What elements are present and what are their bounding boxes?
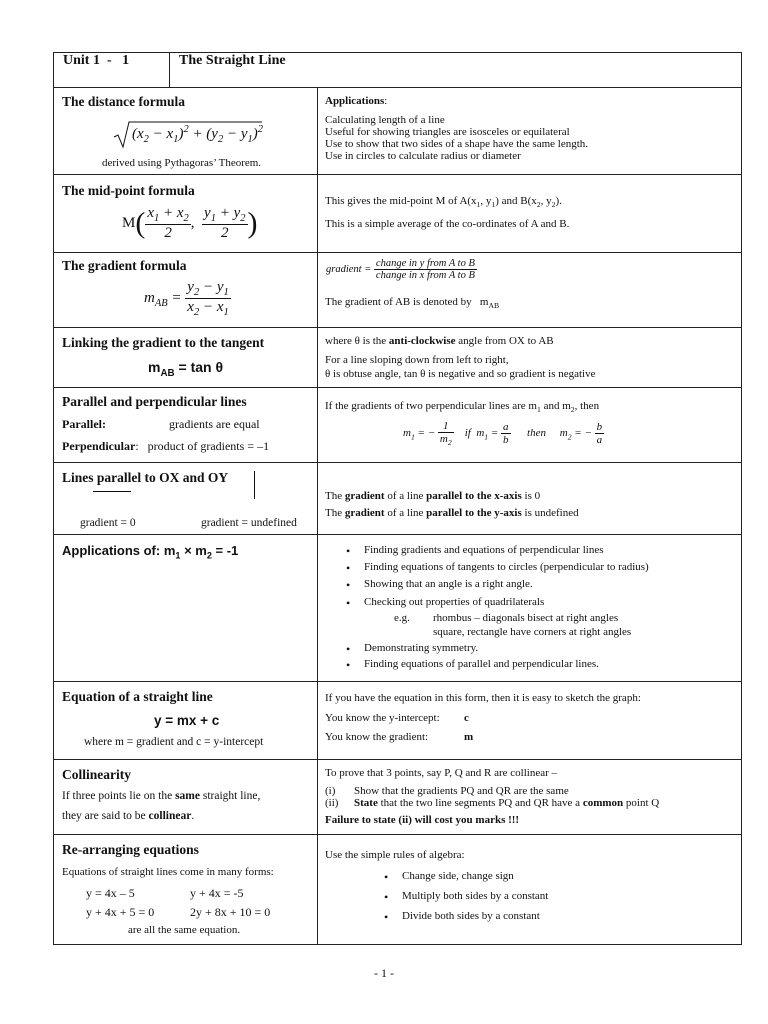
collinear-r2: Show that the gradients PQ and QR are the same — [354, 785, 569, 797]
equation-gradient-value: m — [464, 731, 474, 743]
equation-left — [54, 682, 318, 760]
title-cell — [170, 53, 742, 88]
collinear-l2: they are said to be collinear. — [62, 810, 195, 822]
midpoint-heading: The mid-point formula — [62, 183, 195, 198]
collinear-r3-num: (ii) — [325, 797, 339, 809]
equation-intercept: You know the y-intercept: — [325, 712, 440, 724]
distance-right: Applications: Calculating length of a line Useful for showing triangles are isosceles or equilateral Use to show that two sides of a shape have the same length. Use in circles to calculate radius or diameter — [318, 88, 742, 175]
row-gradient — [54, 253, 742, 328]
eg-square: square, rectangle have corners at right angles — [433, 626, 632, 638]
collinear-warning: Failure to state (ii) will cost you marks !!! — [325, 814, 520, 826]
rearrange-left — [54, 835, 318, 945]
equation-sketch: If you have the equation in this form, then it is easy to sketch the graph: — [325, 692, 641, 704]
equation-right — [318, 682, 742, 760]
equation-formula: y = mx + c — [154, 713, 220, 728]
header-row — [54, 53, 742, 88]
list-item: • Finding equations of parallel and perpendicular lines. — [364, 658, 599, 670]
applications-left — [54, 535, 318, 682]
list-item: • Divide both sides by a constant — [402, 910, 540, 922]
parallel-label: Parallel: — [62, 417, 106, 431]
collinear-r3: State that the two line segments PQ and QR have a common point Q — [354, 797, 660, 809]
distance-left: The distance formula $(x_2 - x_1)^2 + (y_2 - y_1)^2$ derived using Pythagoras’ Theorem. — [54, 88, 318, 175]
midpoint-average: This is a simple average of the co-ordinates of A and B. — [325, 218, 570, 230]
axes-heading: Lines parallel to OX and OY — [62, 470, 229, 485]
tangent-line1: where θ is the anti-clockwise angle from OX to AB — [325, 335, 554, 347]
gradient-right — [318, 253, 742, 328]
collinear-left — [54, 760, 318, 835]
rearrange-rules-intro: Use the simple rules of algebra: — [325, 849, 465, 861]
row-collinearity — [54, 760, 742, 835]
gradient-heading: The gradient formula — [62, 258, 187, 273]
page-title: The Straight Line — [179, 53, 286, 68]
equation-form-3: y + 4x + 5 = 0 — [86, 905, 155, 919]
application-item: Use in circles to calculate radius or diameter — [325, 150, 521, 162]
midpoint-right — [318, 175, 742, 253]
row-applications — [54, 535, 742, 682]
unit-label: Unit 1 - 1 — [63, 53, 130, 68]
parallel-right — [318, 388, 742, 463]
collinear-right — [318, 760, 742, 835]
perp-intro: If the gradients of two perpendicular lines are $m_1$ and $m_2$, then — [325, 400, 600, 415]
distance-heading: The distance formula — [62, 94, 185, 109]
list-item: • Change side, change sign — [402, 870, 514, 882]
axes-x-text: The gradient of a line parallel to the x-axis is 0 — [325, 490, 541, 502]
applications-label: Applications — [325, 95, 385, 107]
midpoint-formula: M( $\frac{x_1 + x_2}{2}$ , $\frac{y_1 + y_2}{2}$ ) — [122, 205, 258, 241]
row-axes — [54, 463, 742, 535]
rearrange-same: are all the same equation. — [128, 924, 241, 936]
parallel-left — [54, 388, 318, 463]
unit-cell — [54, 53, 170, 88]
parallel-text: gradients are equal — [169, 417, 260, 431]
equation-form-4: 2y + 8x + 10 = 0 — [190, 905, 271, 919]
tangent-left — [54, 328, 318, 388]
equation-where: where m = gradient and c = y-intercept — [84, 736, 264, 748]
application-item: Use to show that two sides of a shape have the same length. — [325, 138, 589, 150]
rearrange-heading: Re-arranging equations — [62, 842, 199, 857]
equation-form-1: y = 4x – 5 — [86, 886, 135, 900]
row-parallel — [54, 388, 742, 463]
list-item: • Finding equations of tangents to circles (perpendicular to radius) — [364, 561, 649, 573]
perp-formula: $m_1$ = − $\frac{1}{m_2}$ if $m_1$ = $\frac{a}{b}$ then $m_2$ = − $\frac{b}{a}$ — [403, 420, 603, 448]
equation-intercept-value: c — [464, 712, 469, 724]
list-item: • Finding gradients and equations of perpendicular lines — [364, 544, 604, 556]
gradient-words-formula: gradient = $\frac{\text{change in y from A to B}}{\text{change in x from A to B}}$ — [326, 258, 475, 281]
list-item: • Multiply both sides by a constant — [402, 890, 548, 902]
equation-gradient: You know the gradient: — [325, 731, 429, 743]
perpendicular-text: Perpendicular: product of gradients = –1 — [62, 439, 270, 453]
vertical-line-icon — [254, 471, 255, 499]
row-equation — [54, 682, 742, 760]
distance-derived: derived using Pythagoras’ Theorem. — [102, 157, 262, 169]
row-tangent — [54, 328, 742, 388]
list-item: • Checking out properties of quadrilaterals — [364, 596, 544, 608]
tangent-heading: Linking the gradient to the tangent — [62, 335, 265, 350]
rearrange-intro: Equations of straight lines come in many forms: — [62, 866, 274, 878]
axes-left — [54, 463, 318, 535]
tangent-formula: $m_{AB} = \tan \theta$ — [148, 359, 224, 379]
row-midpoint — [54, 175, 742, 253]
gradient-formula: $m_{AB}$ = $\frac{y_2 - y_1}{x_2 - x_1}$ — [144, 279, 229, 318]
row-distance — [54, 88, 742, 175]
applications-right — [318, 535, 742, 682]
row-rearrange — [54, 835, 742, 945]
collinear-heading: Collinearity — [62, 767, 131, 782]
rearrange-right — [318, 835, 742, 945]
axes-y-text: The gradient of a line parallel to the y-axis is undefined — [325, 507, 579, 519]
tangent-line3: θ is obtuse angle, tan θ is negative and so gradient is negative — [325, 368, 596, 380]
tangent-right — [318, 328, 742, 388]
list-item: • Showing that an angle is a right angle. — [364, 578, 533, 590]
application-item: Calculating length of a line — [325, 114, 445, 126]
tangent-line2: For a line sloping down from left to right, — [325, 354, 509, 366]
applications-heading: Applications of: $m_1 \times m_2 = -1$ — [62, 543, 239, 561]
collinear-r2-num: (i) — [325, 785, 336, 797]
horizontal-line-icon — [93, 491, 131, 492]
equation-heading: Equation of a straight line — [62, 689, 213, 704]
summary-table — [53, 52, 742, 945]
gradient-zero: gradient = 0 — [80, 517, 136, 529]
page-number: - 1 - — [374, 966, 394, 980]
parallel-heading: Parallel and perpendicular lines — [62, 394, 247, 409]
equation-form-2: y + 4x = -5 — [190, 886, 244, 900]
application-item: Useful for showing triangles are isosceles or equilateral — [325, 126, 570, 138]
axes-right — [318, 463, 742, 535]
collinear-r1: To prove that 3 points, say P, Q and R are collinear – — [325, 767, 558, 779]
eg-label: e.g. — [394, 612, 410, 624]
collinear-l1: If three points lie on the same straight line, — [62, 790, 261, 802]
eg-rhombus: rhombus – diagonals bisect at right angles — [433, 612, 619, 624]
midpoint-desc: This gives the mid-point M of $A(x_1$, $y_1$) and $B(x_2$, $y_2$). — [325, 195, 562, 210]
gradient-left — [54, 253, 318, 328]
gradient-denoted: The gradient of AB is denoted by $m_{AB}$ — [325, 296, 500, 311]
midpoint-left — [54, 175, 318, 253]
list-item: • Demonstrating symmetry. — [364, 642, 478, 654]
gradient-undefined: gradient = undefined — [201, 517, 297, 529]
